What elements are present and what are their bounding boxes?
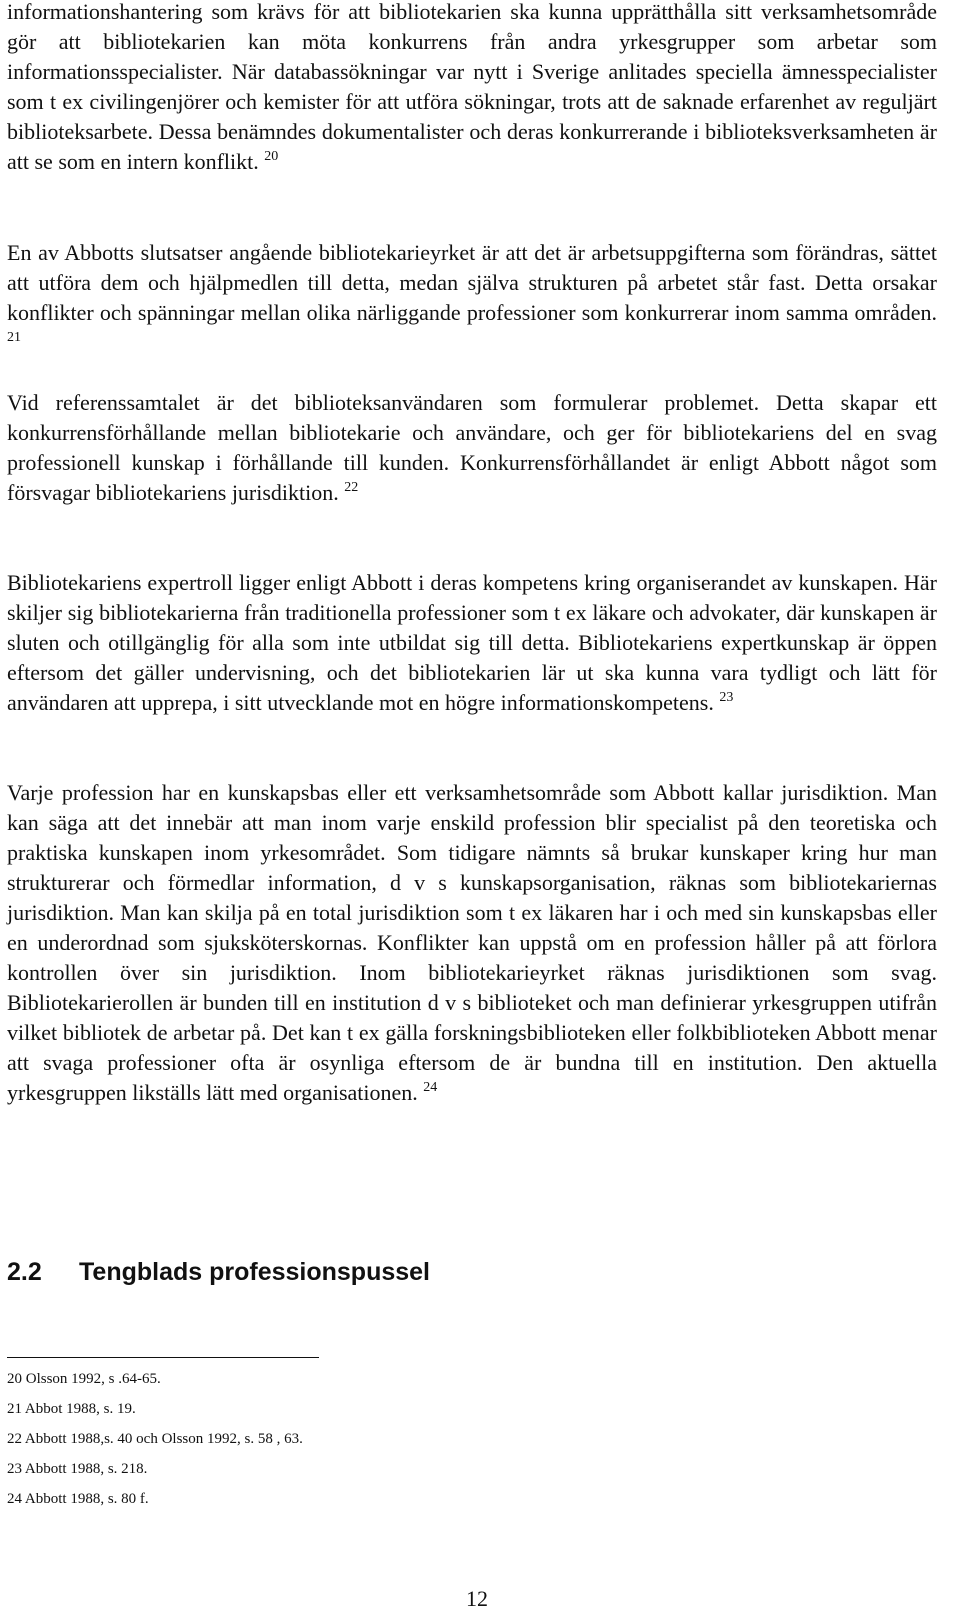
footnote: 23 Abbott 1988, s. 218.	[7, 1461, 148, 1477]
footnote-list	[7, 1370, 303, 1520]
footnote-ref: 21	[7, 330, 21, 345]
section-heading	[7, 1258, 430, 1287]
footnote-ref: 24	[423, 1080, 438, 1095]
page-number: 12	[466, 1586, 488, 1611]
footnote-ref: 20	[264, 149, 279, 164]
paragraph-text: Bibliotekariens expertroll ligger enligt Abbott i deras kompetens kring organiserandet av kunskapen. Här skiljer sig bibliotekarierna från traditionella professioner som t ex läkare och advokater, där kunskapen är sluten och otillgänglig för alla som inte utbildat sig till detta. Bibliotekariens expertkunskap är öppen eftersom det gäller undervisning, och det bibliotekarien lär ut ska kunna vara tydligt och lätt för användaren att upprepa, i sitt utvecklande mot en högre informationskompetens.	[7, 570, 937, 715]
footnote-ref: 22	[344, 480, 359, 495]
section-number: 2.2	[7, 1258, 42, 1286]
paragraph-text: En av Abbotts slutsatser angående bibliotekarieyrket är att det är arbetsuppgifterna som förändras, sättet att utföra dem och hjälpmedlen till detta, medan själva strukturen på arbetet står fast. Detta orsakar konflikter och spänningar mellan olika närliggande professioner som konkurrerar inom samma områden.	[7, 240, 937, 325]
paragraph-text: Vid referenssamtalet är det biblioteksanvändaren som formulerar problemet. Detta skapar ett konkurrensförhållande mellan bibliotekarie och användare, och ger för bibliotekariens del en svag professionell kunskap i förhållande till kunden. Konkurrensförhållandet är enligt Abbott något som försvagar bibliotekariens jurisdiktion.	[7, 390, 937, 505]
body-paragraph	[7, 568, 937, 718]
paragraph-text: Varje profession har en kunskapsbas eller ett verksamhetsområde som Abbott kallar jurisdiktion. Man kan säga att det innebär att man inom varje enskild profession blir specialist på den teoretiska och praktiska kunskapen inom yrkesområdet. Som tidigare nämnts så brukar kunskaper kring hur man strukturerar och förmedlar information, d v s kunskapsorganisation, räknas som bibliotekariernas jurisdiktion. Man kan skilja på en total jurisdiktion som t ex läkaren har i och med sin kunskapsbas eller en underordnad som sjuksköterskornas. Konflikter kan uppstå om en profession håller på att förlora kontrollen över sin jurisdiktion. Inom bibliotekarieyrket räknas jurisdiktionen som svag. Bibliotekarierollen är bunden till en institution d v s biblioteket och man definierar yrkesgruppen utifrån vilket bibliotek de arbetar på. Det kan t ex gälla forskningsbiblioteken eller folkbiblioteken Abbott menar att svaga professioner ofta är osynliga eftersom de är bundna till en institution. Den aktuella yrkesgruppen likställs lätt med organisationen.	[7, 780, 937, 1105]
footnote: 20 Olsson 1992, s .64-65.	[7, 1371, 161, 1387]
paragraph-text: informationshantering som krävs för att bibliotekarien ska kunna upprätthålla sitt verksamhetsområde gör att bibliotekarien kan möta konkurrens från andra yrkesgrupper som arbetar som informationsspecialister. När databassökningar var nytt i Sverige anlitades speciella ämnesspecialister som t ex civilingenjörer och kemister för att utföra sökningar, trots att de saknade erfarenhet av reguljärt biblioteksarbete. Dessa benämndes dokumentalister och deras konkurrerande i biblioteksverksamheten är att se som en intern konflikt.	[7, 0, 937, 174]
document-page	[7, 0, 937, 1610]
footnote-ref: 23	[719, 690, 734, 705]
body-paragraph	[7, 778, 937, 1108]
footnote: 22 Abbott 1988,s. 40 och Olsson 1992, s. 58 , 63.	[7, 1431, 303, 1447]
footnote: 24 Abbott 1988, s. 80 f.	[7, 1491, 149, 1507]
body-paragraph	[7, 238, 937, 358]
body-paragraph	[7, 0, 937, 177]
section-title: Tengblads professionspussel	[79, 1258, 431, 1286]
footnote: 21 Abbot 1988, s. 19.	[7, 1401, 136, 1417]
footnote-separator	[7, 1357, 319, 1358]
body-paragraph	[7, 388, 937, 508]
